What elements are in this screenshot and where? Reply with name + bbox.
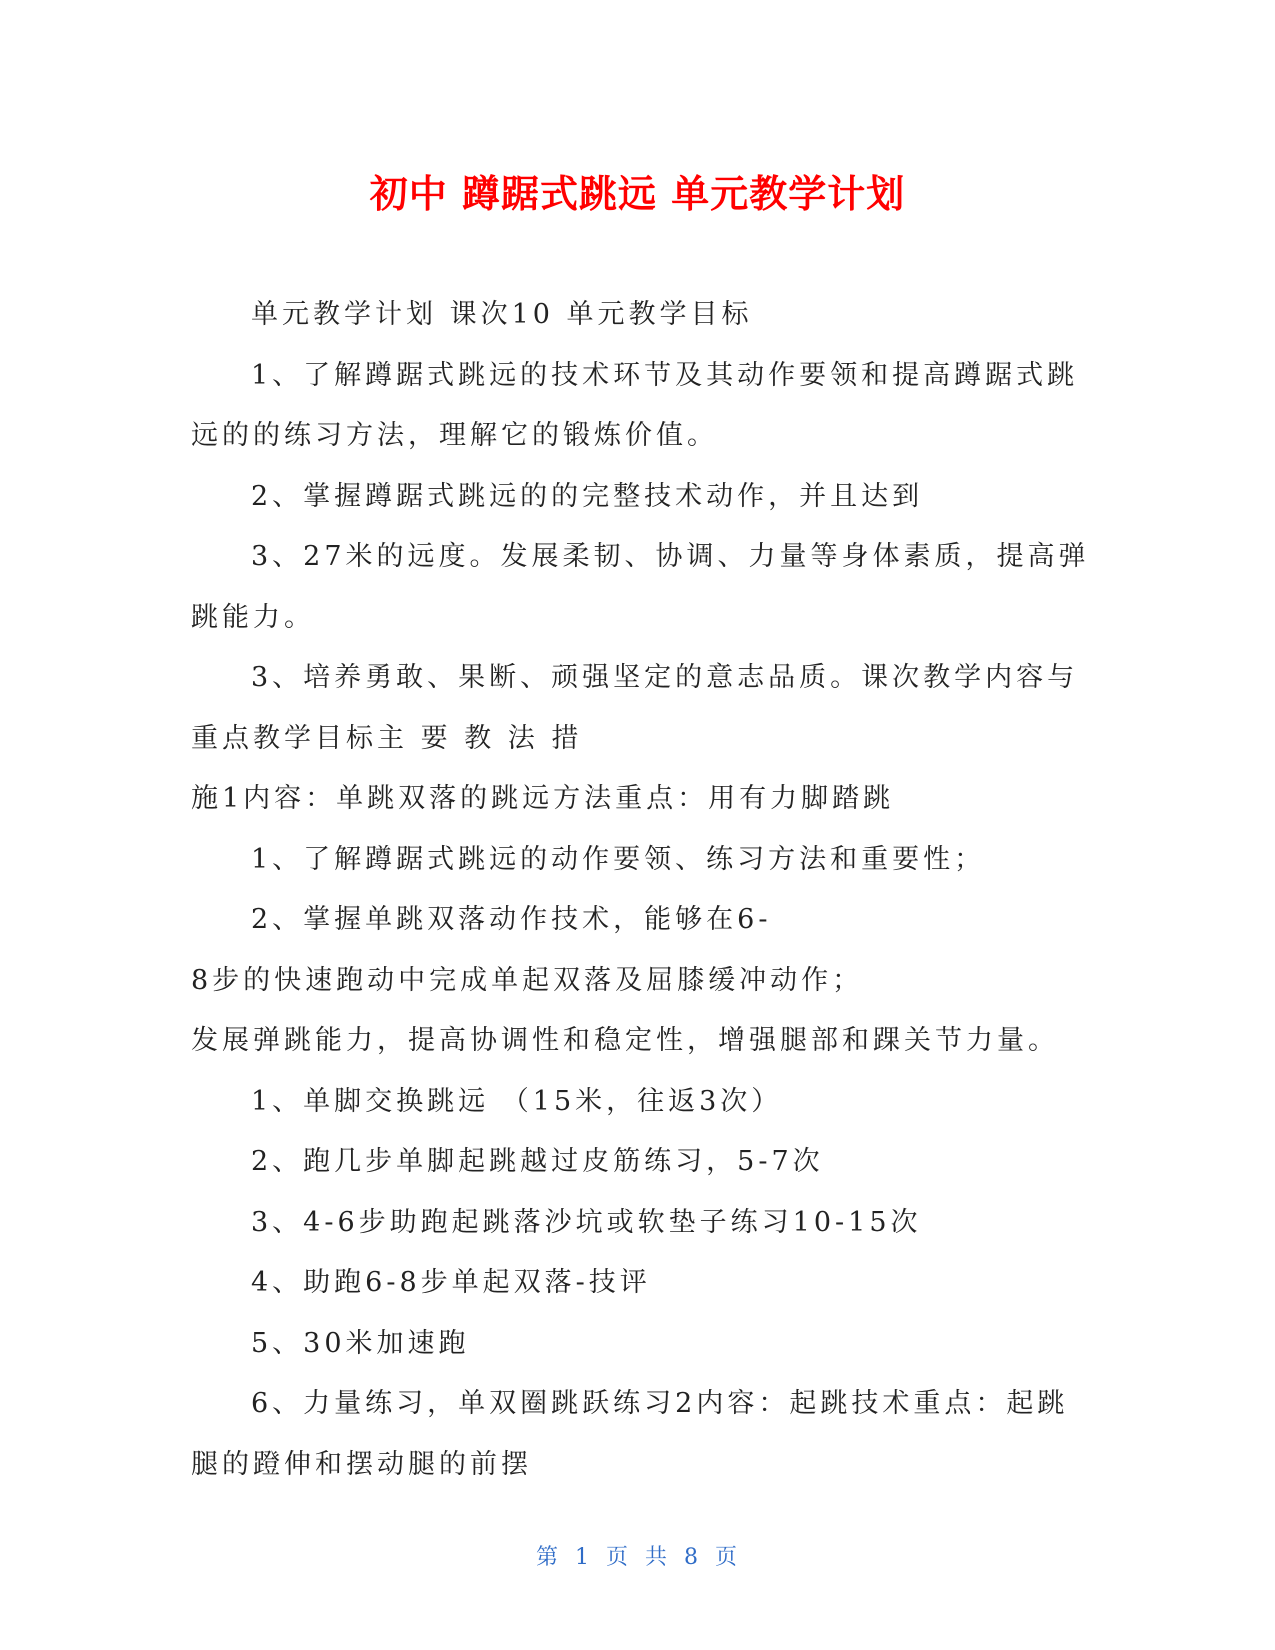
page-footer <box>0 1540 1275 1571</box>
body-line: 8步的快速跑动中完成单起双落及屈膝缓冲动作； <box>191 964 864 996</box>
body-line: 5、30米加速跑 <box>251 1327 470 1359</box>
body-line: 跳能力。 <box>191 601 315 633</box>
body-line: 施1内容：单跳双落的跳远方法重点：用有力脚踏跳 <box>191 783 895 814</box>
footer-total-unit: 页 <box>715 1545 740 1570</box>
body-line: 2、跑几步单脚起跳越过皮筋练习，5-7次 <box>251 1146 824 1177</box>
body-line: 1、单脚交换跳远 （15米，往返3次） <box>251 1085 783 1117</box>
body-line: 2、掌握单跳双落动作技术，能够在6- <box>251 904 772 935</box>
body-line: 1、了解蹲踞式跳远的技术环节及其动作要领和提高蹲踞式跳 <box>251 359 1079 391</box>
footer-total-pages: 8 <box>684 1545 701 1570</box>
body-line: 1、了解蹲踞式跳远的动作要领、练习方法和重要性； <box>251 843 986 875</box>
footer-page-unit: 页 <box>605 1545 630 1570</box>
document-title: 初中 蹲踞式跳远 单元教学计划 <box>369 172 906 216</box>
body-line: 3、培养勇敢、果断、顽强坚定的意志品质。课次教学内容与 <box>251 662 1079 693</box>
body-line: 远的的练习方法，理解它的锻炼价值。 <box>191 420 718 451</box>
body-line: 3、27米的远度。发展柔韧、协调、力量等身体素质，提高弹 <box>251 541 1090 572</box>
footer-total-label: 共 <box>645 1545 670 1570</box>
body-line: 腿的蹬伸和摆动腿的前摆 <box>191 1448 532 1480</box>
body-line: 4、助跑6-8步单起双落-技评 <box>251 1267 651 1298</box>
body-line: 单元教学计划 课次10 单元教学目标 <box>251 299 753 330</box>
footer-current-page: 1 <box>574 1545 591 1570</box>
body-line: 重点教学目标主 要 教 法 措 <box>191 722 583 754</box>
body-line: 3、4-6步助跑起跳落沙坑或软垫子练习10-15次 <box>251 1206 922 1238</box>
body-line: 6、力量练习，单双圈跳跃练习2内容：起跳技术重点：起跳 <box>251 1388 1069 1419</box>
body-line: 2、掌握蹲踞式跳远的的完整技术动作，并且达到 <box>251 480 924 512</box>
document-body <box>191 285 1091 1495</box>
body-line: 发展弹跳能力，提高协调性和稳定性，增强腿部和踝关节力量。 <box>191 1025 1059 1056</box>
footer-page-label: 第 <box>535 1545 560 1570</box>
